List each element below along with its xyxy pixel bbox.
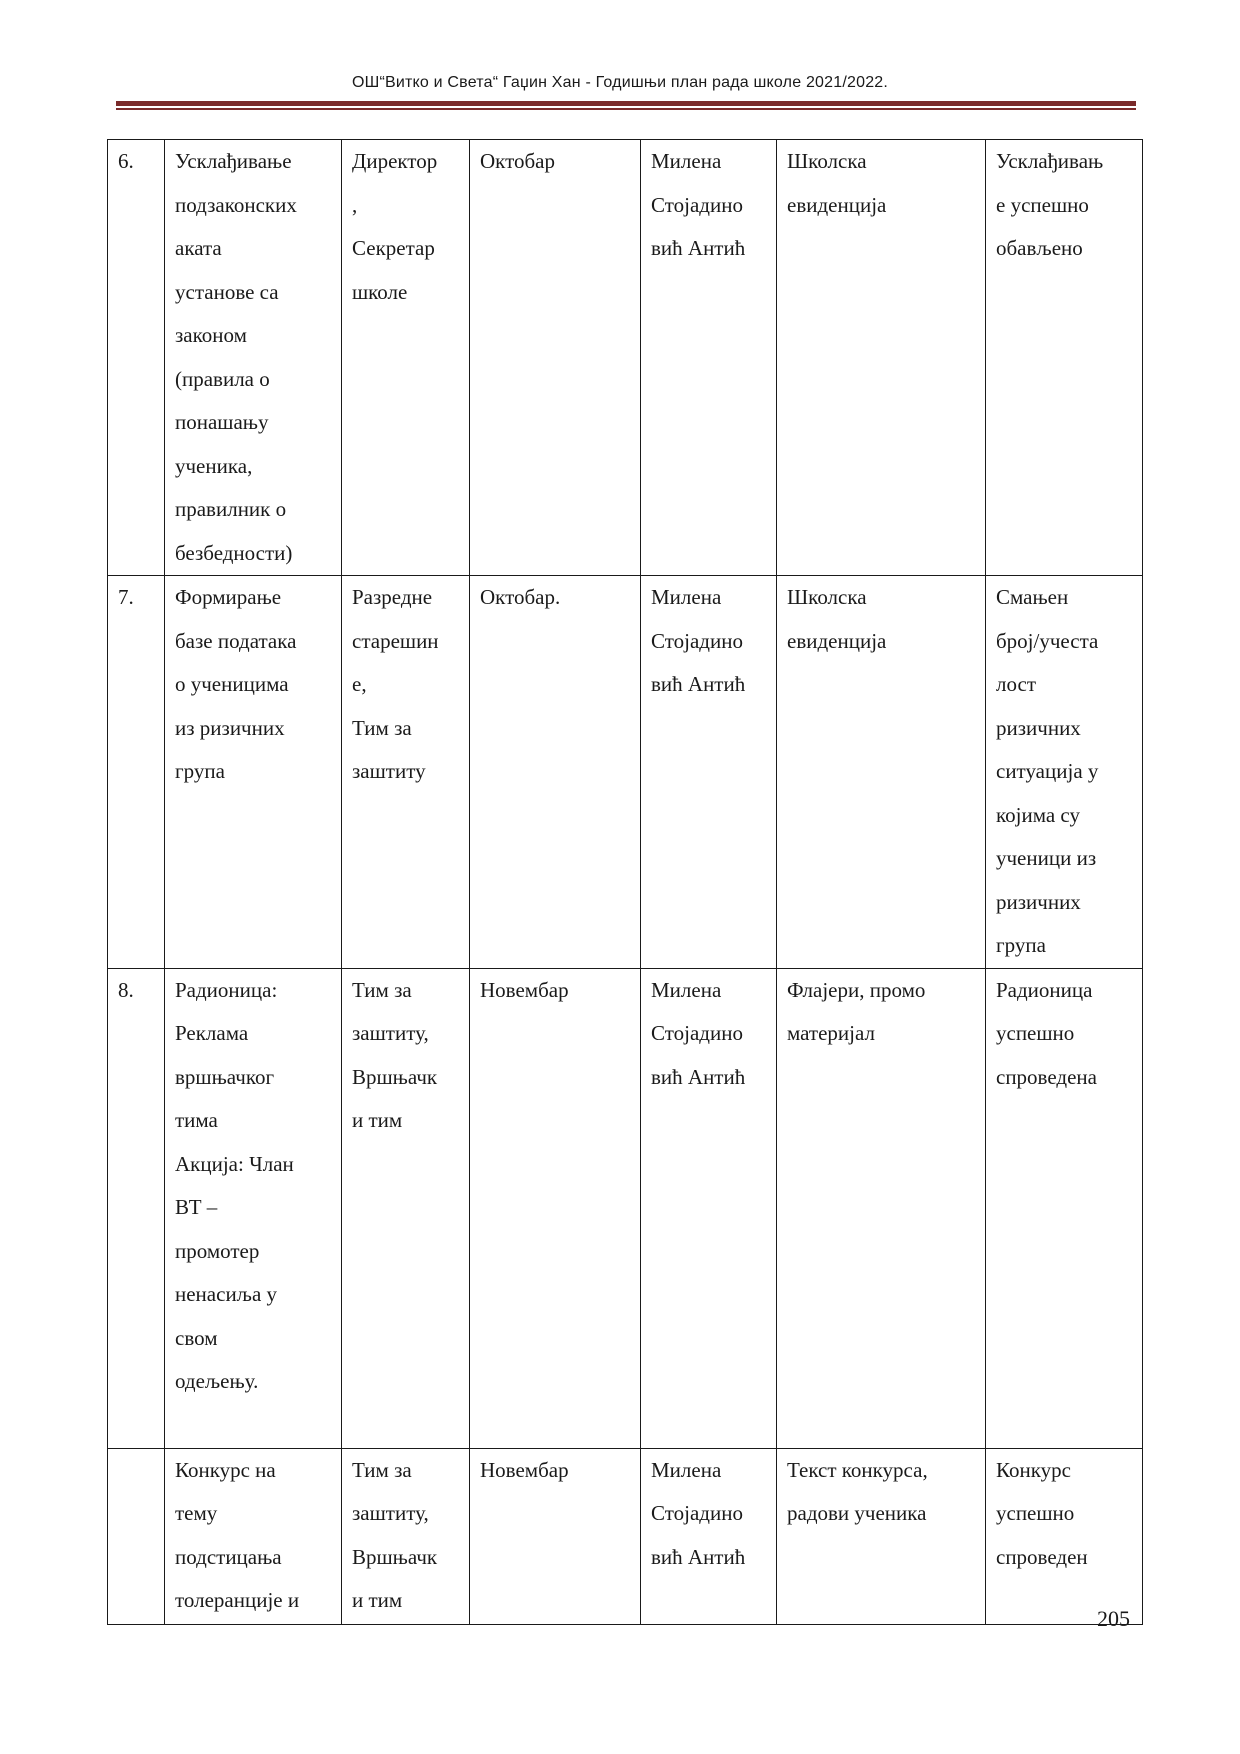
table-row bbox=[108, 140, 1143, 576]
outcome-cell bbox=[986, 576, 1143, 969]
header-rule-thick bbox=[116, 101, 1136, 106]
coordinator-text: Милена Стојадино вић Антић bbox=[651, 149, 746, 260]
responsible-cell bbox=[342, 140, 470, 576]
coordinator-cell bbox=[641, 140, 777, 576]
table-row bbox=[108, 1448, 1143, 1624]
outcome-cell bbox=[986, 968, 1143, 1448]
annual-plan-table bbox=[107, 139, 1143, 1625]
coordinator-text: Милена Стојадино вић Антић bbox=[651, 977, 746, 1089]
time-cell bbox=[470, 968, 641, 1448]
activity-cell bbox=[165, 1448, 342, 1624]
time-text: Октобар. bbox=[480, 585, 561, 609]
time-text: Новембар bbox=[480, 1457, 569, 1482]
responsible-cell bbox=[342, 576, 470, 969]
row-number: 8. bbox=[118, 977, 134, 1002]
outcome-text: Конкурс успешно спроведен bbox=[996, 1457, 1088, 1569]
outcome-text: Смањен број/учеста лост ризичних ситуација у којима су ученици из ризичних група bbox=[996, 585, 1099, 957]
activity-text: Формирање базе података о ученицима из ризичних група bbox=[175, 585, 297, 783]
evidence-cell bbox=[777, 1448, 986, 1624]
activity-text: Радионица: Реклама вршњачког тима Акција: Члан ВТ – промотер ненасиља у свом одељењу. bbox=[175, 977, 294, 1393]
responsible-cell bbox=[342, 1448, 470, 1624]
row-number-cell bbox=[108, 576, 165, 969]
coordinator-text: Милена Стојадино вић Антић bbox=[651, 1457, 746, 1569]
evidence-text: Школска евиденција bbox=[787, 585, 887, 653]
activity-text: Усклађивање подзаконских аката установе са законом (правила о понашању ученика, правилник о безбедности) bbox=[175, 149, 297, 565]
activity-text: Конкурс на тему подстицања толеранције и bbox=[175, 1457, 300, 1612]
row-number-cell bbox=[108, 1448, 165, 1624]
responsible-cell bbox=[342, 968, 470, 1448]
activity-cell bbox=[165, 968, 342, 1448]
outcome-text: Радионица успешно спроведена bbox=[996, 977, 1097, 1089]
table-row bbox=[108, 576, 1143, 969]
responsible-text: Тим за заштиту, Вршњачк и тим bbox=[352, 977, 438, 1132]
page-header-title: ОШ“Витко и Света“ Гаџин Хан - Годишњи план рада школе 2021/2022. bbox=[351, 74, 889, 91]
time-text: Новембар bbox=[480, 977, 569, 1002]
responsible-text: Разредне старешин е, Тим за заштиту bbox=[352, 585, 439, 783]
evidence-cell bbox=[777, 140, 986, 576]
evidence-cell bbox=[777, 576, 986, 969]
responsible-text: Директор , Секретар школе bbox=[352, 149, 438, 304]
time-cell bbox=[470, 1448, 641, 1624]
coordinator-text: Милена Стојадино вић Антић bbox=[651, 585, 746, 696]
row-number: 6. bbox=[118, 149, 134, 173]
coordinator-cell bbox=[641, 1448, 777, 1624]
activity-cell bbox=[165, 576, 342, 969]
coordinator-cell bbox=[641, 576, 777, 969]
evidence-cell bbox=[777, 968, 986, 1448]
coordinator-cell bbox=[641, 968, 777, 1448]
outcome-text: Усклађивањ е успешно обављено bbox=[996, 149, 1104, 260]
evidence-text: Школска евиденција bbox=[787, 149, 887, 217]
outcome-cell bbox=[986, 1448, 1143, 1624]
row-number-cell bbox=[108, 968, 165, 1448]
page-number: 205 bbox=[1097, 1606, 1130, 1631]
time-text: Октобар bbox=[480, 149, 555, 173]
row-number-cell bbox=[108, 140, 165, 576]
row-number: 7. bbox=[118, 585, 134, 609]
responsible-text: Тим за заштиту, Вршњачк и тим bbox=[352, 1457, 438, 1612]
evidence-text: Флајери, промо материјал bbox=[787, 977, 926, 1045]
activity-cell bbox=[165, 140, 342, 576]
time-cell bbox=[470, 140, 641, 576]
time-cell bbox=[470, 576, 641, 969]
table-row bbox=[108, 968, 1143, 1448]
outcome-cell bbox=[986, 140, 1143, 576]
header-rule-thin bbox=[116, 108, 1136, 110]
evidence-text: Текст конкурса, радови ученика bbox=[787, 1457, 928, 1525]
